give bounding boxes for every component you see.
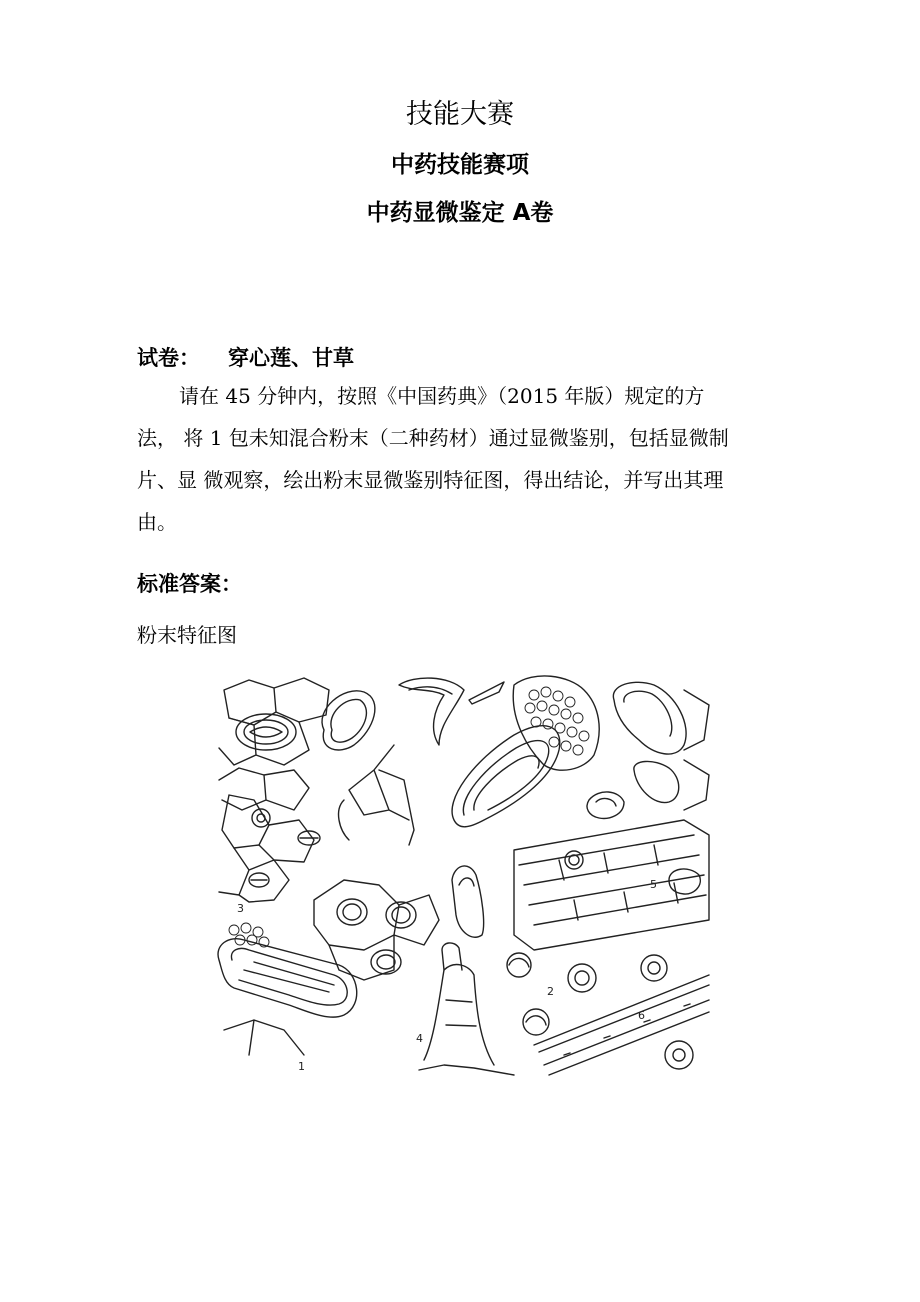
fiber-with-crystals — [514, 820, 709, 950]
instruction-line: 法， 将 1 包未知混合粉末（二种药材）通过显微鉴别，包括显微制 — [137, 426, 729, 450]
event-subtitle: 中药技能赛项 — [391, 152, 529, 178]
instruction-paragraph — [137, 375, 787, 543]
instruction-line: 片、显 微观察，绘出粉末显微鉴别特征图，得出结论，并写出其理 — [137, 468, 724, 492]
figure-number: 1 — [298, 1060, 305, 1073]
small-trichome — [452, 866, 484, 937]
figure-number: 6 — [638, 1009, 645, 1022]
cystolith-cells — [314, 880, 439, 980]
hooked-trichome — [399, 678, 504, 745]
page-title: 技能大赛 — [406, 99, 514, 130]
instruction-line: 由。 — [137, 510, 177, 534]
instruction-line: 请在 45 分钟内，按照《中国药典》（2015 年版）规定的方 — [179, 384, 705, 408]
glandular-hair-base — [419, 943, 514, 1075]
exam-title: 中药显微鉴定 A卷 — [366, 200, 554, 226]
stone-cell-elongated — [218, 923, 357, 1055]
paper-label: 试卷： — [137, 346, 200, 370]
calcium-oxalate-crystals — [507, 953, 693, 1069]
stone-cell-large — [452, 726, 560, 827]
glandular-hair — [339, 745, 414, 845]
figure-number: 2 — [547, 985, 554, 998]
paper-row — [137, 342, 354, 372]
answer-label: 标准答案： — [137, 572, 242, 596]
figure-caption: 粉末特征图 — [137, 623, 237, 647]
paper-value: 穿心莲、甘草 — [228, 346, 354, 370]
powder-micro-illustration — [214, 670, 714, 1092]
epidermis-stomata — [219, 795, 320, 902]
figure-number: 5 — [650, 878, 657, 891]
figure-number: 3 — [237, 902, 244, 915]
cell-network-top-left — [219, 678, 375, 810]
figure-number: 4 — [416, 1032, 423, 1045]
cell-network-top-right — [587, 682, 709, 818]
